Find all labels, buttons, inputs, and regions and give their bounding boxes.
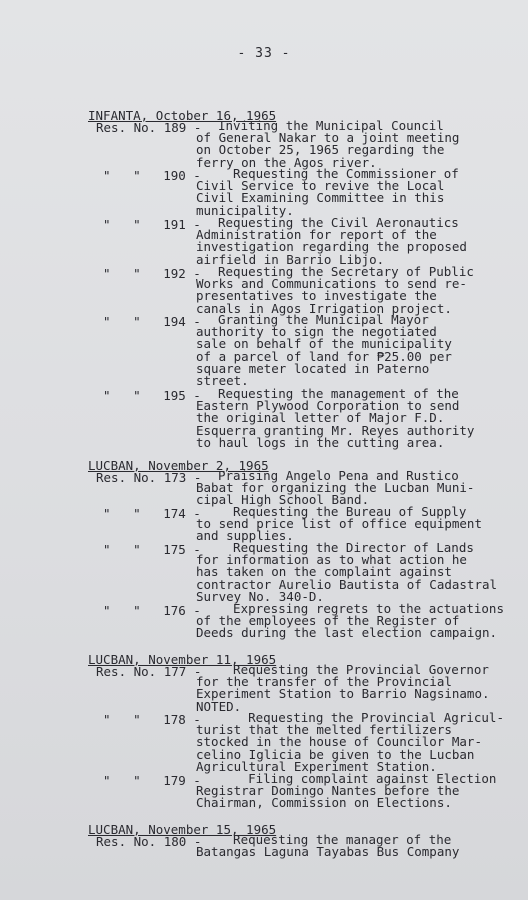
resolution-text-line: Civil Examining Committee in this	[196, 190, 445, 206]
resolution-text-line: the original letter of Major F.D.	[196, 410, 445, 426]
page-number: - 33 -	[237, 46, 291, 61]
resolution-text-line: Experiment Station to Barrio Nagsinamo.	[196, 686, 490, 702]
resolution-text-line: sale on behalf of the municipality	[196, 336, 452, 352]
resolution-text-line: cipal High School Band.	[196, 492, 370, 508]
resolution-text-line: has taken on the complaint against	[196, 564, 452, 580]
resolution-text-line: to haul logs in the cutting area.	[196, 434, 445, 450]
resolution-text-line: of a parcel of land for ₱25.00 per	[196, 348, 452, 364]
resolution-number: Res. No. 189 -	[96, 120, 202, 135]
resolution-text-line: Requesting the Provincial Governor	[218, 662, 489, 677]
resolution-text-line: square meter located in Paterno	[196, 360, 430, 376]
resolution-text-line: and supplies.	[196, 528, 294, 544]
resolution-text-line: airfield in Barrio Libjo.	[196, 251, 385, 267]
resolution-text-line: Deeds during the last election campaign.	[196, 625, 498, 641]
resolution-text-line: celino Iglicia be given to the Lucban	[196, 746, 475, 762]
resolution-text-line: Expressing regrets to the actuations	[218, 601, 504, 616]
section-heading: INFANTA, October 16, 1965	[88, 108, 277, 123]
resolution-text-line: canals in Agos Irrigation project.	[196, 300, 452, 316]
resolution-text-line: Requesting the Secretary of Public	[218, 264, 474, 279]
resolution-number: " " 179 -	[103, 773, 201, 788]
resolution-text-line: Requesting the Commissioner of	[218, 166, 459, 181]
resolution-text-line: of General Nakar to a joint meeting	[196, 130, 460, 146]
resolution-number: " " 178 -	[103, 712, 201, 727]
resolution-number: " " 176 -	[103, 603, 201, 618]
resolution-number: Res. No. 177 -	[96, 664, 202, 679]
resolution-text-line: Filing complaint against Election	[218, 771, 497, 786]
resolution-number: " " 192 -	[103, 266, 201, 281]
resolution-text-line: Requesting the Civil Aeronautics	[218, 215, 459, 230]
resolution-text-line: Inviting the Municipal Council	[218, 118, 444, 133]
resolution-text-line: of the employees of the Register of	[196, 613, 460, 629]
resolution-text-line: stocked in the house of Councilor Mar-	[196, 734, 482, 750]
resolution-text-line: Esquerra granting Mr. Reyes authority	[196, 422, 475, 438]
resolution-text-line: Requesting the Director of Lands	[218, 540, 474, 555]
resolution-text-line: Batangas Laguna Tayabas Bus Company	[196, 844, 460, 860]
resolution-number: Res. No. 173 -	[96, 470, 202, 485]
resolution-text-line: contractor Aurelio Bautista of Cadastral	[196, 576, 498, 592]
resolution-text-line: Babat for organizing the Lucban Muni-	[196, 480, 475, 496]
resolution-text-line: for information as to what action he	[196, 552, 467, 568]
resolution-number: " " 174 -	[103, 506, 201, 521]
resolution-text-line: Chairman, Commission on Elections.	[196, 795, 452, 811]
resolution-text-line: Survey No. 340-D.	[196, 588, 324, 604]
resolution-text-line: presentatives to investigate the	[196, 288, 437, 304]
resolution-text-line: Eastern Plywood Corporation to send	[196, 398, 460, 414]
resolution-text-line: Administration for report of the	[196, 227, 437, 243]
resolution-text-line: Works and Communications to send re-	[196, 276, 467, 292]
resolution-text-line: Requesting the Bureau of Supply	[218, 504, 467, 519]
resolution-text-line: ferry on the Agos river.	[196, 154, 377, 170]
resolution-text-line: municipality.	[196, 202, 294, 218]
resolution-text-line: Civil Service to revive the Local	[196, 178, 445, 194]
resolution-text-line: Requesting the manager of the	[218, 832, 452, 847]
section-heading: LUCBAN, November 2, 1965	[88, 458, 269, 473]
resolution-number: " " 194 -	[103, 314, 201, 329]
resolution-text-line: on October 25, 1965 regarding the	[196, 142, 445, 158]
resolution-number: " " 191 -	[103, 217, 201, 232]
resolution-number: " " 190 -	[103, 168, 201, 183]
resolution-text-line: Requesting the management of the	[218, 386, 459, 401]
section-heading: LUCBAN, November 11, 1965	[88, 652, 277, 667]
resolution-number: " " 195 -	[103, 388, 201, 403]
resolution-text-line: Registrar Domingo Nantes before the	[196, 783, 460, 799]
resolution-text-line: Praising Angelo Pena and Rustico	[218, 468, 459, 483]
resolution-text-line: Requesting the Provincial Agricul-	[218, 710, 504, 725]
resolution-number: Res. No. 180 -	[96, 834, 202, 849]
section-heading: LUCBAN, November 15, 1965	[88, 822, 277, 837]
resolution-text-line: investigation regarding the proposed	[196, 239, 467, 255]
resolution-text-line: Granting the Municipal Mayor	[218, 312, 429, 327]
resolution-text-line: NOTED.	[196, 698, 242, 714]
resolution-text-line: turist that the melted fertilizers	[196, 722, 452, 738]
resolution-number: " " 175 -	[103, 542, 201, 557]
resolution-text-line: Agricultural Experiment Station.	[196, 758, 437, 774]
resolution-text-line: authority to sign the negotiated	[196, 324, 437, 340]
resolution-text-line: for the transfer of the Provincial	[196, 674, 452, 690]
resolution-text-line: to send price list of office equipment	[196, 516, 482, 532]
resolution-text-line: street.	[196, 373, 249, 388]
